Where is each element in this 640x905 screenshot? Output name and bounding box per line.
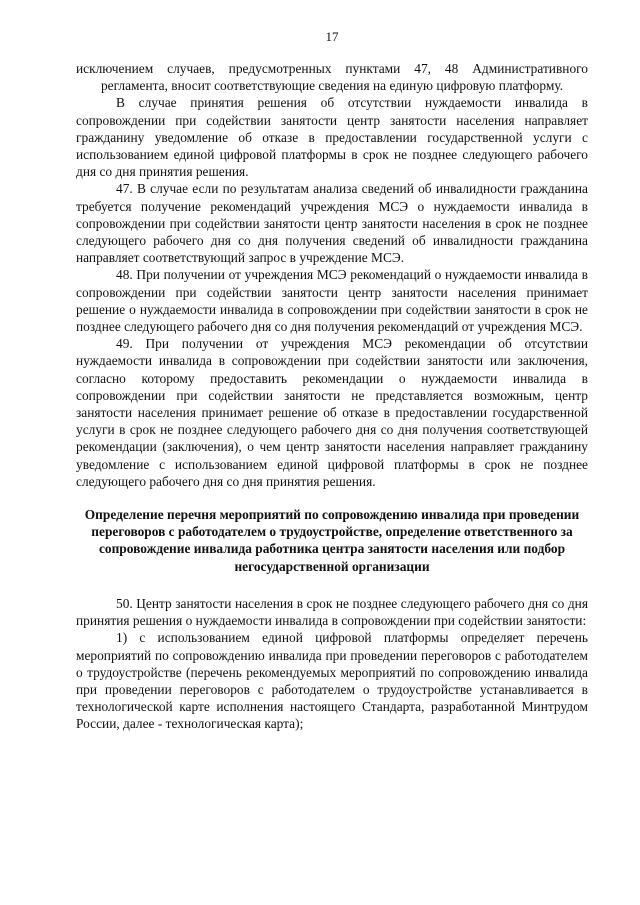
- paragraph-50: 50. Центр занятости населения в срок не позднее следующего рабочего дня со дня принятия решения о нуждаемости инвалида в сопровождении при содействии занятости:: [76, 595, 588, 629]
- paragraph-continuation: исключением случаев, предусмотренных пунктами 47, 48 Административного регламента, вносит соответствующие сведения на единую цифровую платформу.: [76, 61, 588, 94]
- paragraph-47: 47. В случае если по результатам анализа сведений об инвалидности гражданина требуется получение рекомендаций учреждения МСЭ о нуждаемости инвалида в сопровождении при содействии занятости центр занятости населения в срок не позднее следующего рабочего дня со дня получения сведений об инвалидности гражданина направляет соответствующий запрос в учреждение МСЭ.: [76, 181, 588, 266]
- section-heading: Определение перечня мероприятий по сопровождению инвалида при проведении переговоров с работодателем о трудоустройстве, определение ответственного за сопровождение инвалида работника центра занятости населения или подбор негосударственной организации: [84, 507, 580, 574]
- document-body: [76, 60, 588, 733]
- paragraph-50-item-1: 1) с использованием единой цифровой платформы определяет перечень мероприятий по сопровождению инвалида при проведении переговоров с работодателем о трудоустройстве (перечень рекомендуемых мероприятий по сопровождению инвалида при проведении переговоров с работодателем о трудоустройстве устанавливается в технологической карте исполнения настоящего Стандарта, разработанной Минтрудом России, далее - технологическая карта);: [76, 630, 588, 732]
- paragraph-49: 49. При получении от учреждения МСЭ рекомендации об отсутствии нуждаемости инвалида в сопровождении при содействии занятости или заключения, согласно которому предоставить рекомендации о нуждаемости инвалида в сопровождении при содействии занятости не представляется возможным, центр занятости населения принимает решение об отказе в предоставлении государственной услуги в срок не позднее следующего рабочего дня со дня получения соответствующей рекомендации (заключения), о чем центр занятости населения направляет гражданину уведомление с использованием единой цифровой платформы в срок не позднее следующего рабочего дня со дня принятия решения.: [76, 336, 588, 489]
- paragraph-refusal-notice: В случае принятия решения об отсутствии нуждаемости инвалида в сопровождении при содействии занятости центр занятости населения направляет гражданину уведомление об отказе в предоставлении государственной услуги с использованием единой цифровой платформы в срок не позднее следующего рабочего дня со дня принятия решения.: [76, 95, 588, 180]
- paragraph-48: 48. При получении от учреждения МСЭ рекомендаций о нуждаемости инвалида в сопровождении при содействии занятости центр занятости населения принимает решение о нуждаемости инвалида в сопровождении при содействии занятости в срок не позднее следующего рабочего дня со дня получения рекомендаций от учреждения МСЭ.: [76, 267, 588, 335]
- page-number: 17: [325, 29, 339, 44]
